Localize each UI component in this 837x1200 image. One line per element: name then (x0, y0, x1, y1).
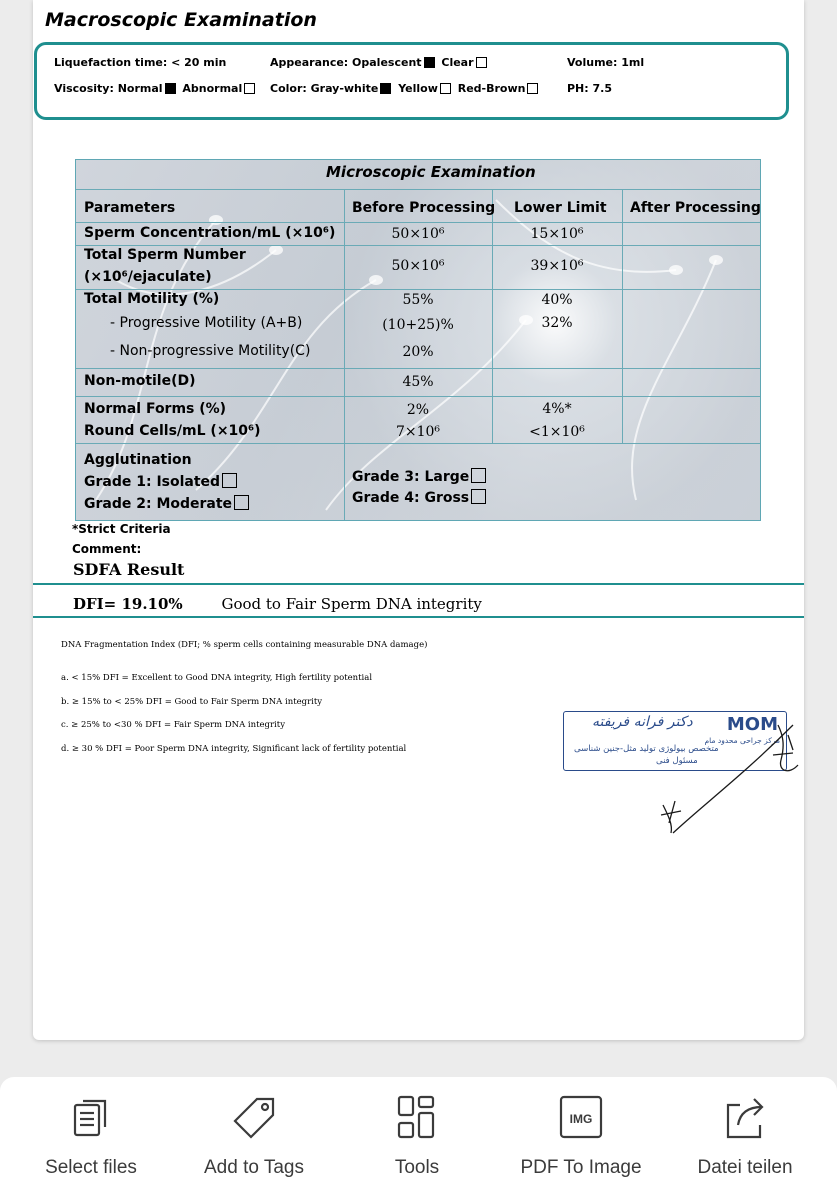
select-files-label: Select files (45, 1157, 137, 1178)
stamp-name: دکتر فرانه فریفته (592, 714, 693, 730)
share-file-label: Datei teilen (697, 1157, 793, 1178)
row-before: 55% (402, 292, 434, 308)
divider (76, 245, 760, 246)
divider (76, 443, 760, 444)
ph-value: PH: 7.5 (567, 82, 612, 95)
viscosity-normal-checkbox (165, 83, 176, 94)
stamp-role: مسئول فنی (656, 756, 698, 766)
row-before: 2% (406, 402, 430, 418)
dfi-interpretation: Good to Fair Sperm DNA integrity (221, 595, 482, 613)
divider (622, 189, 623, 444)
macroscopic-box (34, 42, 789, 120)
row-lower: 4%* (542, 401, 572, 417)
img-icon-text: IMG (569, 1112, 593, 1126)
tools-label: Tools (394, 1157, 440, 1178)
row-lower: 40% (541, 292, 573, 308)
pdf-to-image-icon (559, 1095, 603, 1141)
select-files-icon (71, 1095, 111, 1139)
dfi-result (73, 595, 482, 613)
color-label: Color: Gray-white (270, 82, 379, 95)
tag-icon (231, 1095, 277, 1141)
agglutination-grade1 (84, 473, 240, 490)
grade3-checkbox (471, 468, 486, 483)
dfi-value: DFI= 19.10% (73, 595, 183, 613)
appearance-label: Appearance: Opalescent (270, 56, 422, 69)
pdf-to-image-button[interactable] (508, 1077, 654, 1200)
grade2-checkbox (234, 495, 249, 510)
clear-label: Clear (441, 56, 474, 69)
row-lower: 39×10⁶ (530, 258, 584, 274)
row-lower: <1×10⁶ (529, 424, 585, 440)
dfi-definition: DNA Fragmentation Index (DFI; % sperm cells containing measurable DNA damage) (61, 640, 428, 650)
row-before: 7×10⁶ (395, 424, 441, 440)
bottom-toolbar (0, 1077, 837, 1200)
agglutination-title: Agglutination (84, 452, 192, 468)
liquefaction-time: Liquefaction time: < 20 min (54, 56, 227, 69)
row-param-unit: (×10⁶/ejaculate) (84, 269, 212, 285)
row-before: 50×10⁶ (391, 258, 445, 274)
yellow-checkbox (440, 83, 451, 94)
row-param: Sperm Concentration/mL (×10⁶) (84, 225, 336, 241)
macroscopic-title: Macroscopic Examination (45, 9, 317, 31)
divider (33, 583, 804, 585)
stamp-specialty: متخصص بیولوژی تولید مثل-جنین شناسی (574, 744, 719, 754)
select-files-button[interactable] (30, 1077, 152, 1200)
stamp-center: مرکز جراحی محدود مام (704, 736, 780, 745)
add-to-tags-button[interactable] (190, 1077, 318, 1200)
row-before: 45% (402, 374, 434, 390)
abnormal-label: Abnormal (182, 82, 243, 95)
pdf-to-image-label: PDF To Image (520, 1157, 642, 1178)
row-lower: 15×10⁶ (530, 226, 584, 242)
grade2-label: Grade 2: Moderate (84, 496, 233, 512)
divider (33, 616, 804, 618)
appearance-row (270, 56, 490, 69)
viscosity-label: Viscosity: Normal (54, 82, 163, 95)
header-lower: Lower Limit (514, 200, 607, 216)
signature (633, 705, 803, 840)
color-row (270, 82, 541, 95)
row-param: - Progressive Motility (A+B) (110, 315, 303, 331)
tools-icon (397, 1095, 437, 1141)
agglutination-grade3 (352, 468, 489, 485)
row-before: (10+25)% (382, 317, 454, 333)
header-parameters: Parameters (84, 200, 176, 216)
opalescent-checkbox (424, 57, 435, 68)
share-icon (722, 1095, 768, 1141)
clear-checkbox (476, 57, 487, 68)
stamp-logo: MOM (726, 714, 778, 735)
divider (76, 222, 760, 223)
dfi-scale-item: d. ≥ 30 % DFI = Poor Sperm DNA integrity, Significant lack of fertility potential (61, 744, 407, 754)
grade3-label: Grade 3: Large (352, 469, 470, 485)
divider (76, 289, 760, 290)
divider (76, 368, 760, 369)
grade1-label: Grade 1: Isolated (84, 474, 221, 490)
viscosity-abnormal-checkbox (244, 83, 255, 94)
header-before: Before Processing (352, 200, 496, 216)
row-param: Round Cells/mL (×10⁶) (84, 423, 261, 439)
grade4-label: Grade 4: Gross (352, 490, 470, 506)
red-brown-label: Red-Brown (457, 82, 526, 95)
microscopic-title: Microscopic Examination (326, 163, 536, 181)
header-after: After Processing (630, 200, 761, 216)
strict-criteria-note: *Strict Criteria (72, 522, 171, 536)
yellow-label: Yellow (398, 82, 438, 95)
row-param: - Non-progressive Motility(C) (110, 343, 311, 359)
row-param: Total Motility (%) (84, 291, 220, 307)
row-before: 50×10⁶ (391, 226, 445, 242)
row-param: Non-motile(D) (84, 373, 196, 389)
grade4-checkbox (471, 489, 486, 504)
row-param: Normal Forms (%) (84, 401, 227, 417)
sdfa-title: SDFA Result (73, 560, 185, 579)
share-file-button[interactable] (684, 1077, 806, 1200)
comment-label: Comment: (72, 542, 142, 556)
gray-white-checkbox (380, 83, 391, 94)
add-to-tags-label: Add to Tags (203, 1157, 304, 1178)
agglutination-grade4 (352, 489, 489, 506)
red-brown-checkbox (527, 83, 538, 94)
document-page (33, 0, 804, 1040)
agglutination-grade2 (84, 495, 252, 512)
row-lower: 32% (541, 315, 573, 331)
viscosity-row (54, 82, 258, 95)
volume: Volume: 1ml (567, 56, 645, 69)
divider (76, 189, 760, 190)
microscopic-table (75, 159, 761, 521)
dfi-scale-item: c. ≥ 25% to <30 % DFI = Fair Sperm DNA integrity (61, 720, 285, 730)
divider (76, 396, 760, 397)
row-before: 20% (402, 344, 434, 360)
dfi-scale-item: b. ≥ 15% to < 25% DFI = Good to Fair Sperm DNA integrity (61, 697, 323, 707)
row-param: Total Sperm Number (84, 247, 246, 263)
grade1-checkbox (222, 473, 237, 488)
dfi-scale-item: a. < 15% DFI = Excellent to Good DNA integrity, High fertility potential (61, 673, 373, 683)
tools-button[interactable] (370, 1077, 464, 1200)
